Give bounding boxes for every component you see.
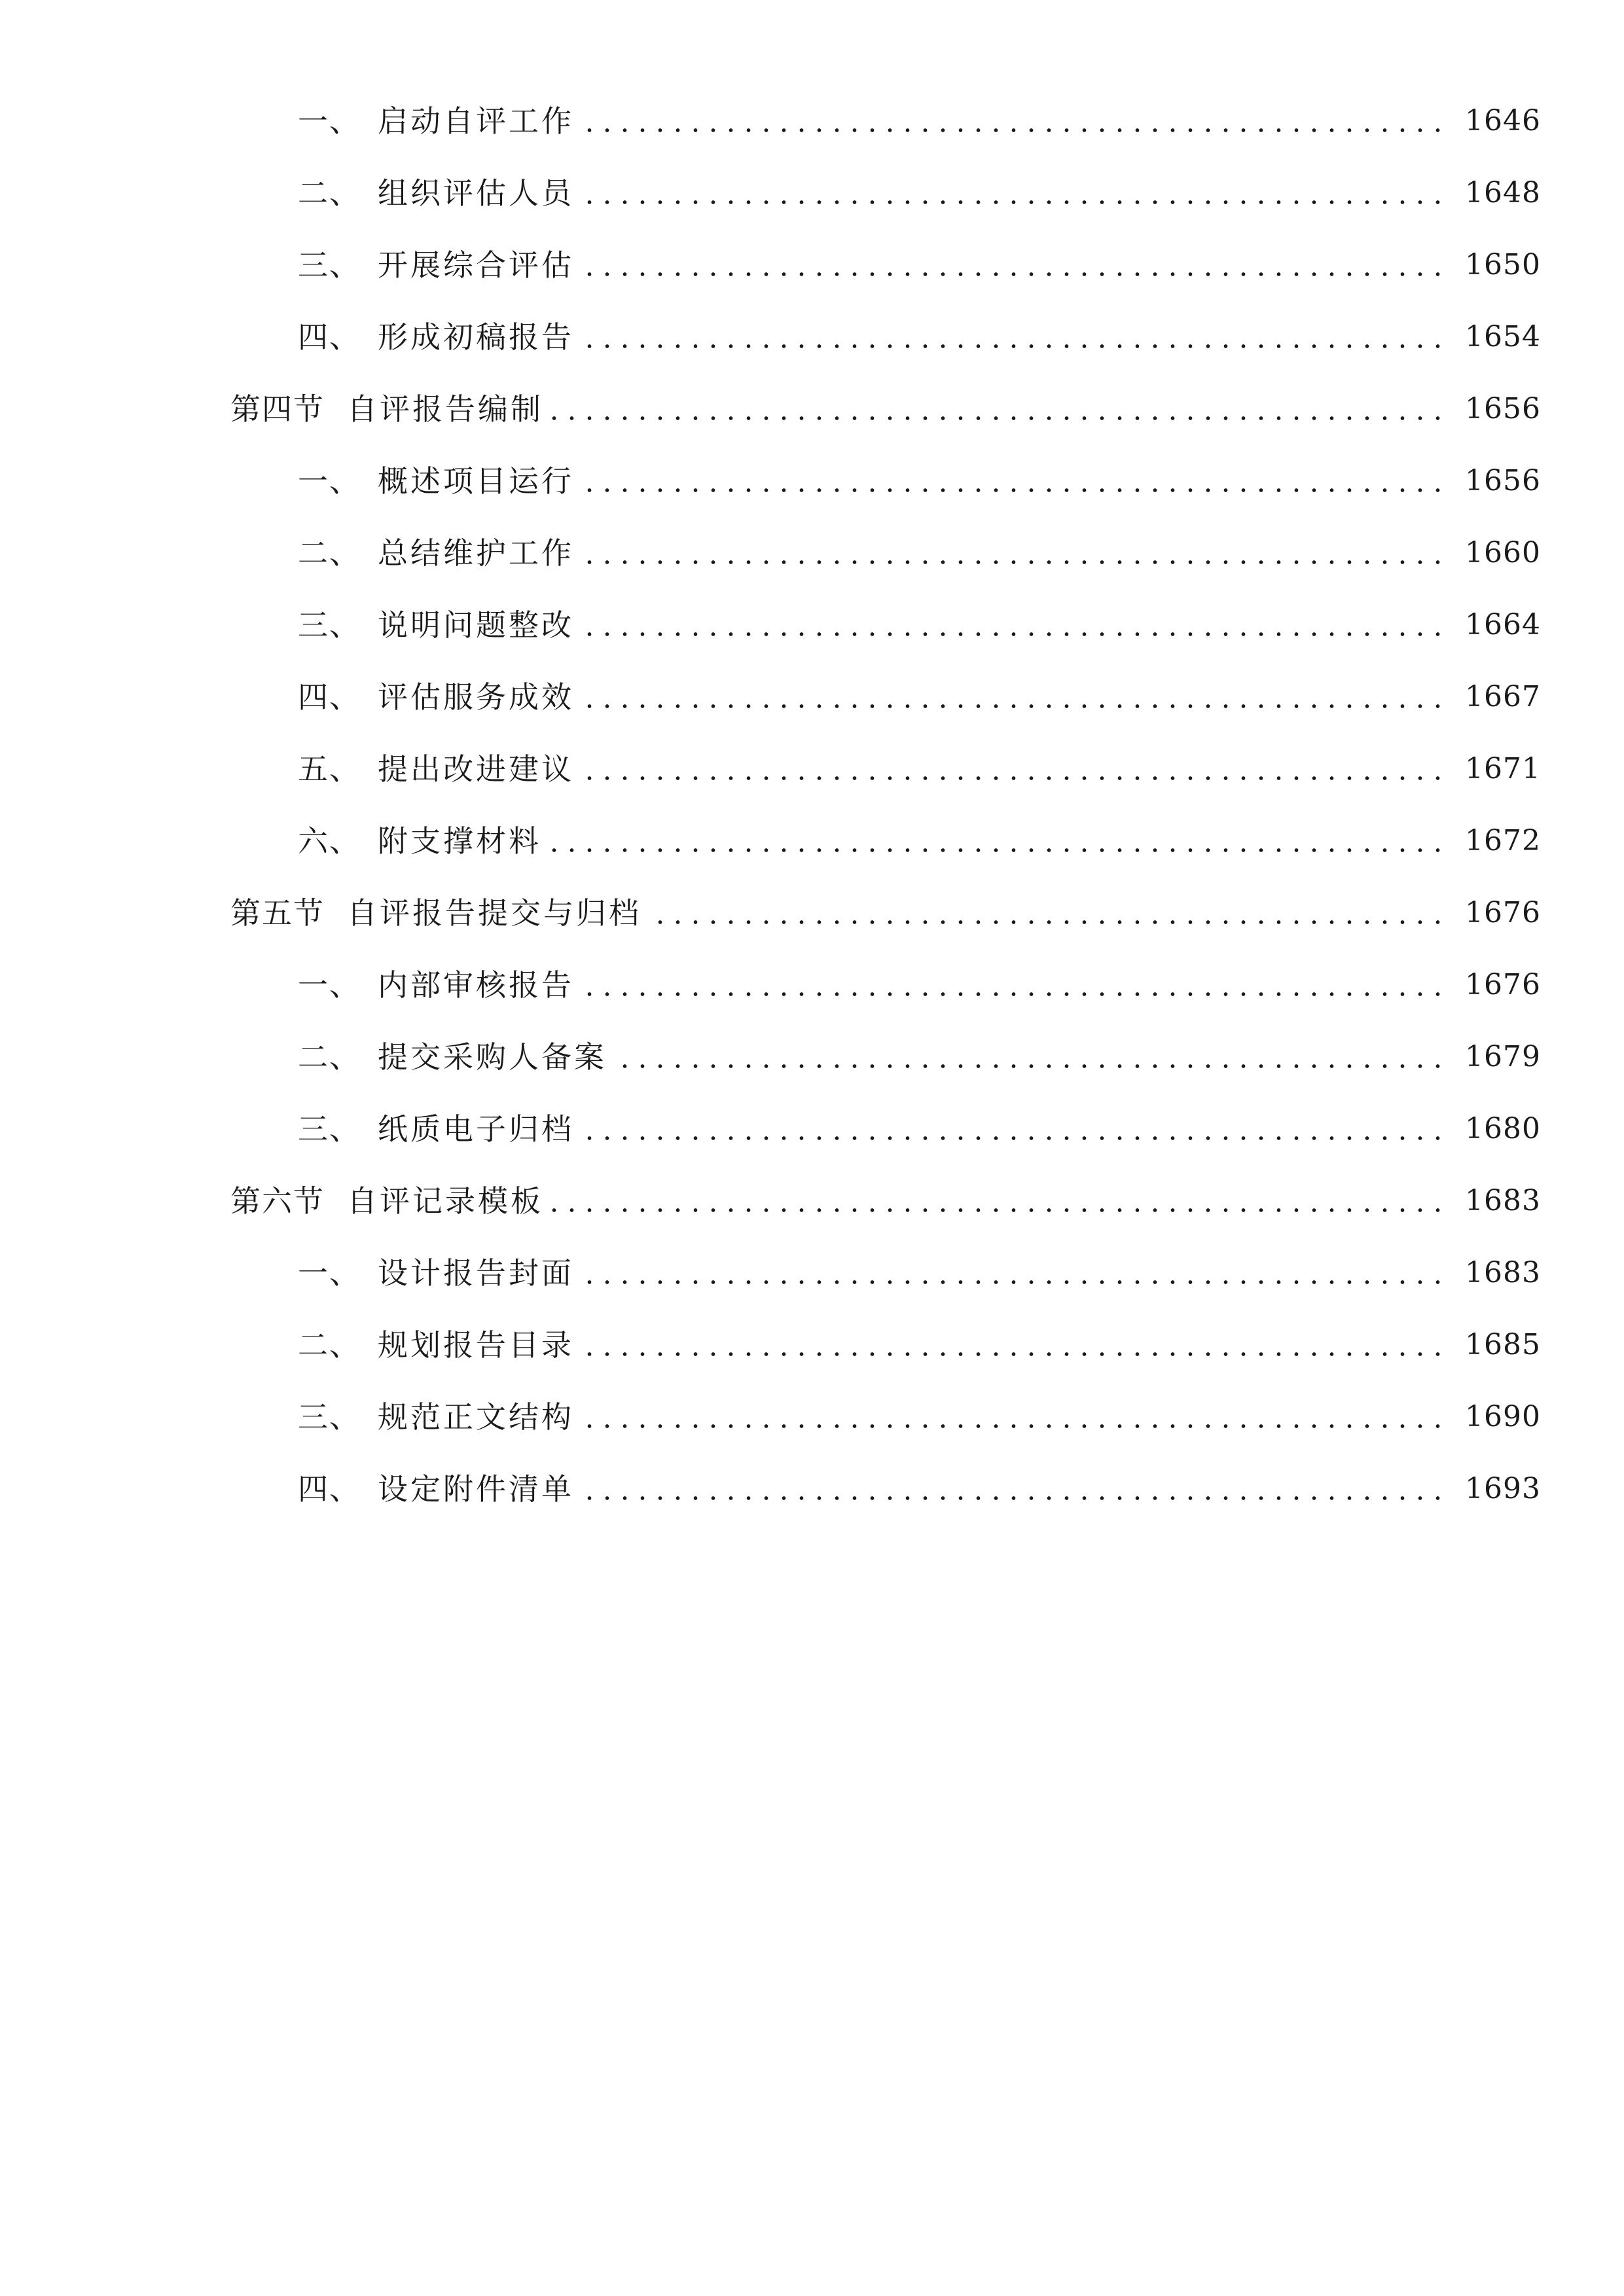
toc-entry[interactable] — [0, 1453, 1624, 1525]
entry-page-number: 1683 — [1465, 1256, 1541, 1289]
dot-leader — [582, 1330, 1447, 1360]
dot-leader — [582, 250, 1447, 280]
table-of-contents — [0, 85, 1624, 1525]
toc-entry[interactable] — [0, 517, 1624, 589]
toc-entry[interactable] — [0, 85, 1624, 157]
dot-leader — [582, 970, 1447, 1000]
toc-entry[interactable] — [0, 949, 1624, 1021]
toc-entry[interactable] — [0, 1309, 1624, 1381]
entry-title: 规划报告目录 — [378, 1327, 574, 1363]
toc-section-entry[interactable] — [0, 877, 1624, 949]
entry-title: 设计报告封面 — [378, 1255, 574, 1291]
entry-number: 三、 — [298, 1399, 361, 1435]
section-title: 自评报告提交与归档 — [347, 895, 641, 931]
entry-page-number: 1648 — [1465, 176, 1541, 209]
entry-page-number: 1676 — [1465, 896, 1541, 929]
entry-page-number: 1656 — [1465, 464, 1541, 497]
entry-page-number: 1664 — [1465, 608, 1541, 641]
entry-number: 五、 — [298, 751, 361, 787]
toc-entry[interactable] — [0, 589, 1624, 661]
dot-leader — [582, 1114, 1447, 1144]
entry-title: 附支撑材料 — [378, 823, 541, 859]
entry-title: 开展综合评估 — [378, 247, 574, 283]
entry-number: 四、 — [298, 1471, 361, 1507]
entry-page-number: 1650 — [1465, 248, 1541, 281]
dot-leader — [615, 1042, 1447, 1072]
entry-number: 三、 — [298, 1111, 361, 1147]
dot-leader — [582, 538, 1447, 568]
toc-entry[interactable] — [0, 445, 1624, 517]
entry-number: 一、 — [298, 967, 361, 1003]
entry-number: 二、 — [298, 1039, 361, 1075]
entry-title: 组织评估人员 — [378, 175, 574, 211]
entry-page-number: 1660 — [1465, 536, 1541, 569]
entry-title: 设定附件清单 — [378, 1471, 574, 1507]
toc-entry[interactable] — [0, 1237, 1624, 1309]
dot-leader — [551, 1186, 1447, 1216]
toc-entry[interactable] — [0, 805, 1624, 877]
dot-leader — [582, 322, 1447, 352]
entry-page-number: 1656 — [1465, 392, 1541, 425]
entry-title: 提交采购人备案 — [378, 1039, 607, 1075]
entry-number: 三、 — [298, 247, 361, 283]
section-number: 第四节 — [230, 391, 325, 427]
entry-page-number: 1672 — [1465, 824, 1541, 857]
entry-page-number: 1646 — [1465, 104, 1541, 137]
entry-number: 二、 — [298, 535, 361, 571]
entry-page-number: 1676 — [1465, 968, 1541, 1001]
entry-title: 总结维护工作 — [378, 535, 574, 571]
entry-page-number: 1685 — [1465, 1328, 1541, 1361]
entry-page-number: 1654 — [1465, 320, 1541, 353]
section-number: 第六节 — [230, 1183, 325, 1219]
dot-leader — [551, 394, 1447, 424]
dot-leader — [582, 178, 1447, 208]
entry-title: 形成初稿报告 — [378, 319, 574, 355]
dot-leader — [582, 754, 1447, 784]
entry-title: 提出改进建议 — [378, 751, 574, 787]
dot-leader — [649, 898, 1447, 928]
entry-page-number: 1679 — [1465, 1040, 1541, 1073]
dot-leader — [549, 826, 1447, 856]
toc-entry[interactable] — [0, 157, 1624, 229]
entry-page-number: 1667 — [1465, 680, 1541, 713]
toc-entry[interactable] — [0, 1093, 1624, 1165]
toc-entry[interactable] — [0, 733, 1624, 805]
section-number: 第五节 — [230, 895, 325, 931]
entry-number: 三、 — [298, 607, 361, 643]
toc-entry[interactable] — [0, 661, 1624, 733]
entry-number: 一、 — [298, 1255, 361, 1291]
entry-page-number: 1671 — [1465, 752, 1541, 785]
dot-leader — [582, 610, 1447, 640]
dot-leader — [582, 1474, 1447, 1504]
dot-leader — [582, 466, 1447, 496]
entry-title: 启动自评工作 — [378, 103, 574, 139]
entry-number: 四、 — [298, 679, 361, 715]
section-title: 自评报告编制 — [347, 391, 543, 427]
entry-title: 规范正文结构 — [378, 1399, 574, 1435]
dot-leader — [582, 1402, 1447, 1432]
entry-number: 二、 — [298, 175, 361, 211]
entry-title: 评估服务成效 — [378, 679, 574, 715]
entry-title: 说明问题整改 — [378, 607, 574, 643]
entry-title: 概述项目运行 — [378, 463, 574, 499]
entry-page-number: 1683 — [1465, 1184, 1541, 1217]
toc-entry[interactable] — [0, 1381, 1624, 1453]
entry-number: 一、 — [298, 103, 361, 139]
entry-number: 六、 — [298, 823, 361, 859]
toc-entry[interactable] — [0, 229, 1624, 301]
entry-page-number: 1680 — [1465, 1112, 1541, 1145]
toc-section-entry[interactable] — [0, 1165, 1624, 1237]
entry-page-number: 1690 — [1465, 1400, 1541, 1433]
dot-leader — [582, 106, 1447, 136]
entry-page-number: 1693 — [1465, 1472, 1541, 1505]
entry-number: 一、 — [298, 463, 361, 499]
dot-leader — [582, 1258, 1447, 1288]
toc-section-entry[interactable] — [0, 373, 1624, 445]
toc-entry[interactable] — [0, 301, 1624, 373]
dot-leader — [582, 682, 1447, 712]
toc-entry[interactable] — [0, 1021, 1624, 1093]
entry-number: 四、 — [298, 319, 361, 355]
section-title: 自评记录模板 — [347, 1183, 543, 1219]
entry-title: 纸质电子归档 — [378, 1111, 574, 1147]
entry-number: 二、 — [298, 1327, 361, 1363]
entry-title: 内部审核报告 — [378, 967, 574, 1003]
